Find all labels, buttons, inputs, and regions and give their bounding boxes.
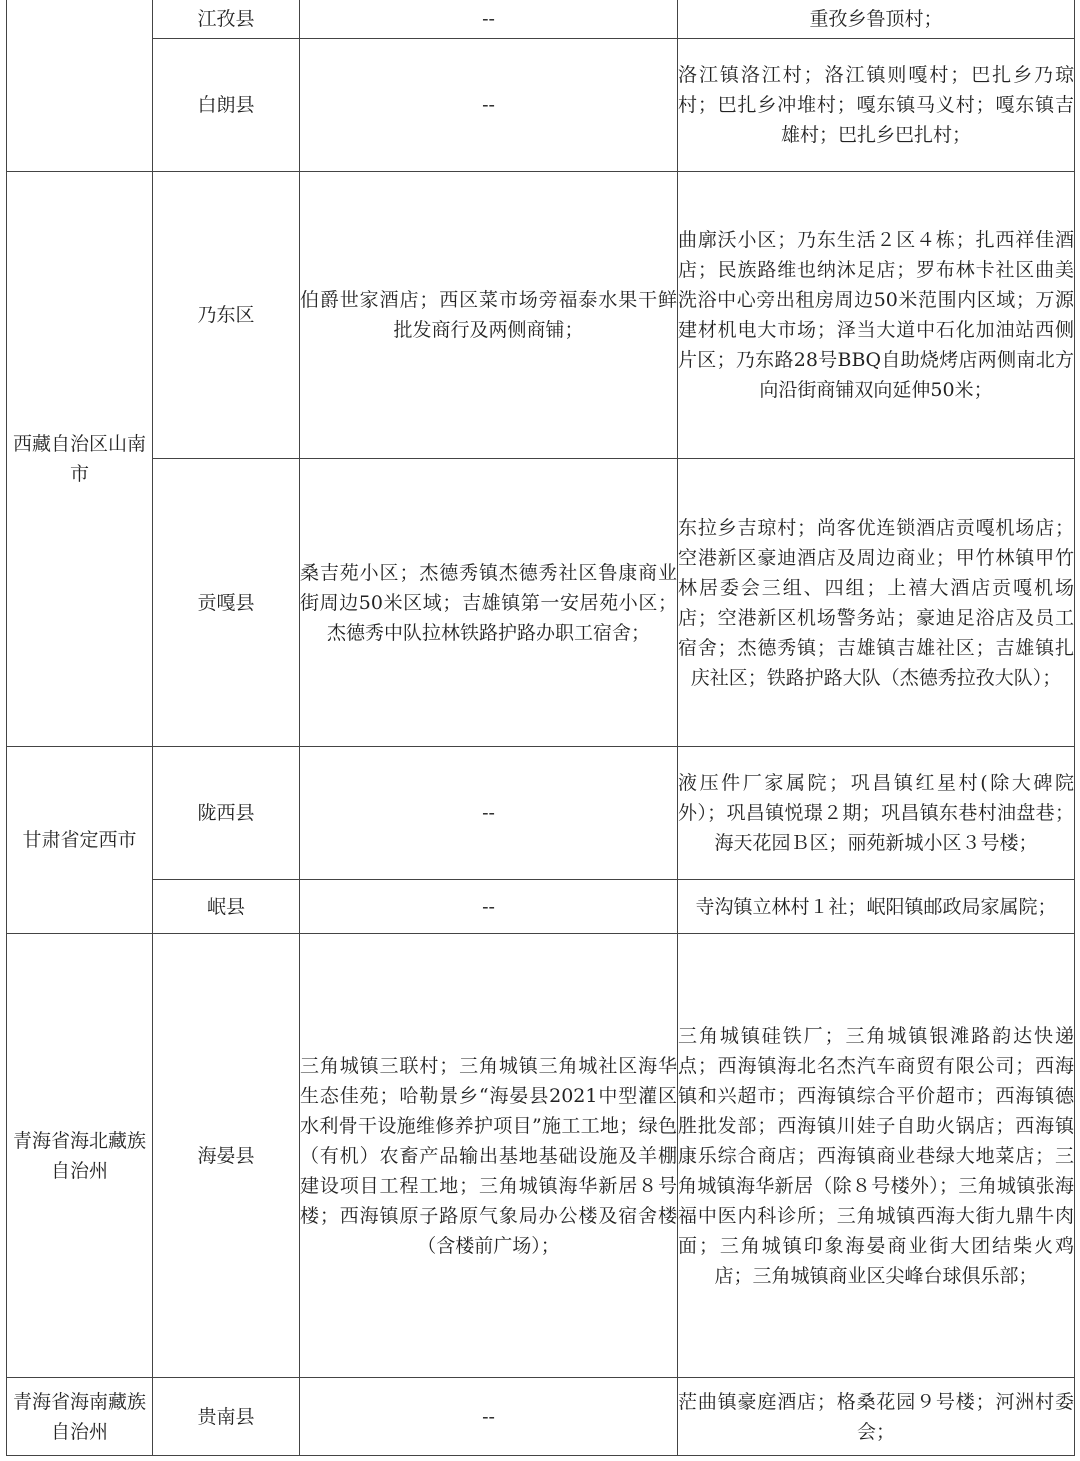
region-cell: 青海省海北藏族自治州 — [7, 934, 153, 1378]
table-row — [7, 459, 1075, 747]
high-risk-cell: -- — [300, 747, 678, 880]
county-cell: 陇西县 — [153, 747, 300, 880]
high-risk-cell: -- — [300, 1378, 678, 1456]
mid-risk-cell: 重孜乡鲁顶村； — [678, 0, 1075, 39]
mid-risk-cell: 寺沟镇立林村１社；岷阳镇邮政局家属院； — [678, 880, 1075, 934]
table-row — [7, 880, 1075, 934]
mid-risk-cell: 液压件厂家属院；巩昌镇红星村(除大碑院外）；巩昌镇悦璟２期；巩昌镇东巷村油盘巷；海天花园Ｂ区；丽苑新城小区３号楼； — [678, 747, 1075, 880]
mid-risk-cell: 三角城镇硅铁厂；三角城镇银滩路韵达快递点；西海镇海北名杰汽车商贸有限公司；西海镇和兴超市；西海镇综合平价超市；西海镇德胜批发部；西海镇川娃子自助火锅店；西海镇康乐综合商店；西海镇商业巷绿大地菜店；三角城镇海华新居（除８号楼外）；三角城镇张海福中医内科诊所；三角城镇西海大街九鼎牛肉面；三角城镇印象海晏商业街大团结柴火鸡店；三角城镇商业区尖峰台球俱乐部； — [678, 934, 1075, 1378]
county-cell: 海晏县 — [153, 934, 300, 1378]
high-risk-cell: -- — [300, 880, 678, 934]
county-cell: 贵南县 — [153, 1378, 300, 1456]
table-row — [7, 0, 1075, 39]
table-row — [7, 1378, 1075, 1456]
high-risk-cell: -- — [300, 0, 678, 39]
region-cell: 西藏自治区山南市 — [7, 172, 153, 747]
high-risk-cell: -- — [300, 39, 678, 172]
table-row — [7, 934, 1075, 1378]
mid-risk-cell: 茫曲镇豪庭酒店；格桑花园９号楼；河洲村委会； — [678, 1378, 1075, 1456]
county-cell: 岷县 — [153, 880, 300, 934]
region-cell — [7, 0, 153, 172]
high-risk-cell: 伯爵世家酒店；西区菜市场旁福泰水果干鲜批发商行及两侧商铺； — [300, 172, 678, 459]
county-cell: 江孜县 — [153, 0, 300, 39]
mid-risk-cell: 洛江镇洛江村；洛江镇则嘎村；巴扎乡乃琼村；巴扎乡冲堆村；嘎东镇马义村；嘎东镇吉雄村；巴扎乡巴扎村； — [678, 39, 1075, 172]
region-cell: 青海省海南藏族自治州 — [7, 1378, 153, 1456]
high-risk-cell: 三角城镇三联村；三角城镇三角城社区海华生态佳苑；哈勒景乡“海晏县2021中型灌区水利骨干设施维修养护项目”施工工地；绿色（有机）农畜产品输出基地基础设施及羊棚建设项目工程工地；三角城镇海华新居８号楼；西海镇原子路原气象局办公楼及宿舍楼（含楼前广场）； — [300, 934, 678, 1378]
county-cell: 白朗县 — [153, 39, 300, 172]
table-row — [7, 747, 1075, 880]
mid-risk-cell: 曲廓沃小区；乃东生活２区４栋；扎西祥佳酒店；民族路维也纳沐足店；罗布林卡社区曲美洗浴中心旁出租房周边50米范围内区域；万源建材机电大市场；泽当大道中石化加油站西侧片区；乃东路28号BBQ自助烧烤店两侧南北方向沿街商铺双向延伸50米； — [678, 172, 1075, 459]
region-cell: 甘肃省定西市 — [7, 747, 153, 934]
risk-area-table — [6, 0, 1075, 1456]
table-row — [7, 172, 1075, 459]
county-cell: 乃东区 — [153, 172, 300, 459]
mid-risk-cell: 东拉乡吉琼村；尚客优连锁酒店贡嘎机场店；空港新区豪迪酒店及周边商业；甲竹林镇甲竹林居委会三组、四组；上禧大酒店贡嘎机场店；空港新区机场警务站；豪迪足浴店及员工宿舍；杰德秀镇；吉雄镇吉雄社区；吉雄镇扎庆社区；铁路护路大队（杰德秀拉孜大队）； — [678, 459, 1075, 747]
high-risk-cell: 桑吉苑小区；杰德秀镇杰德秀社区鲁康商业街周边50米区域；吉雄镇第一安居苑小区；杰德秀中队拉林铁路护路办职工宿舍； — [300, 459, 678, 747]
county-cell: 贡嘎县 — [153, 459, 300, 747]
table-row — [7, 39, 1075, 172]
